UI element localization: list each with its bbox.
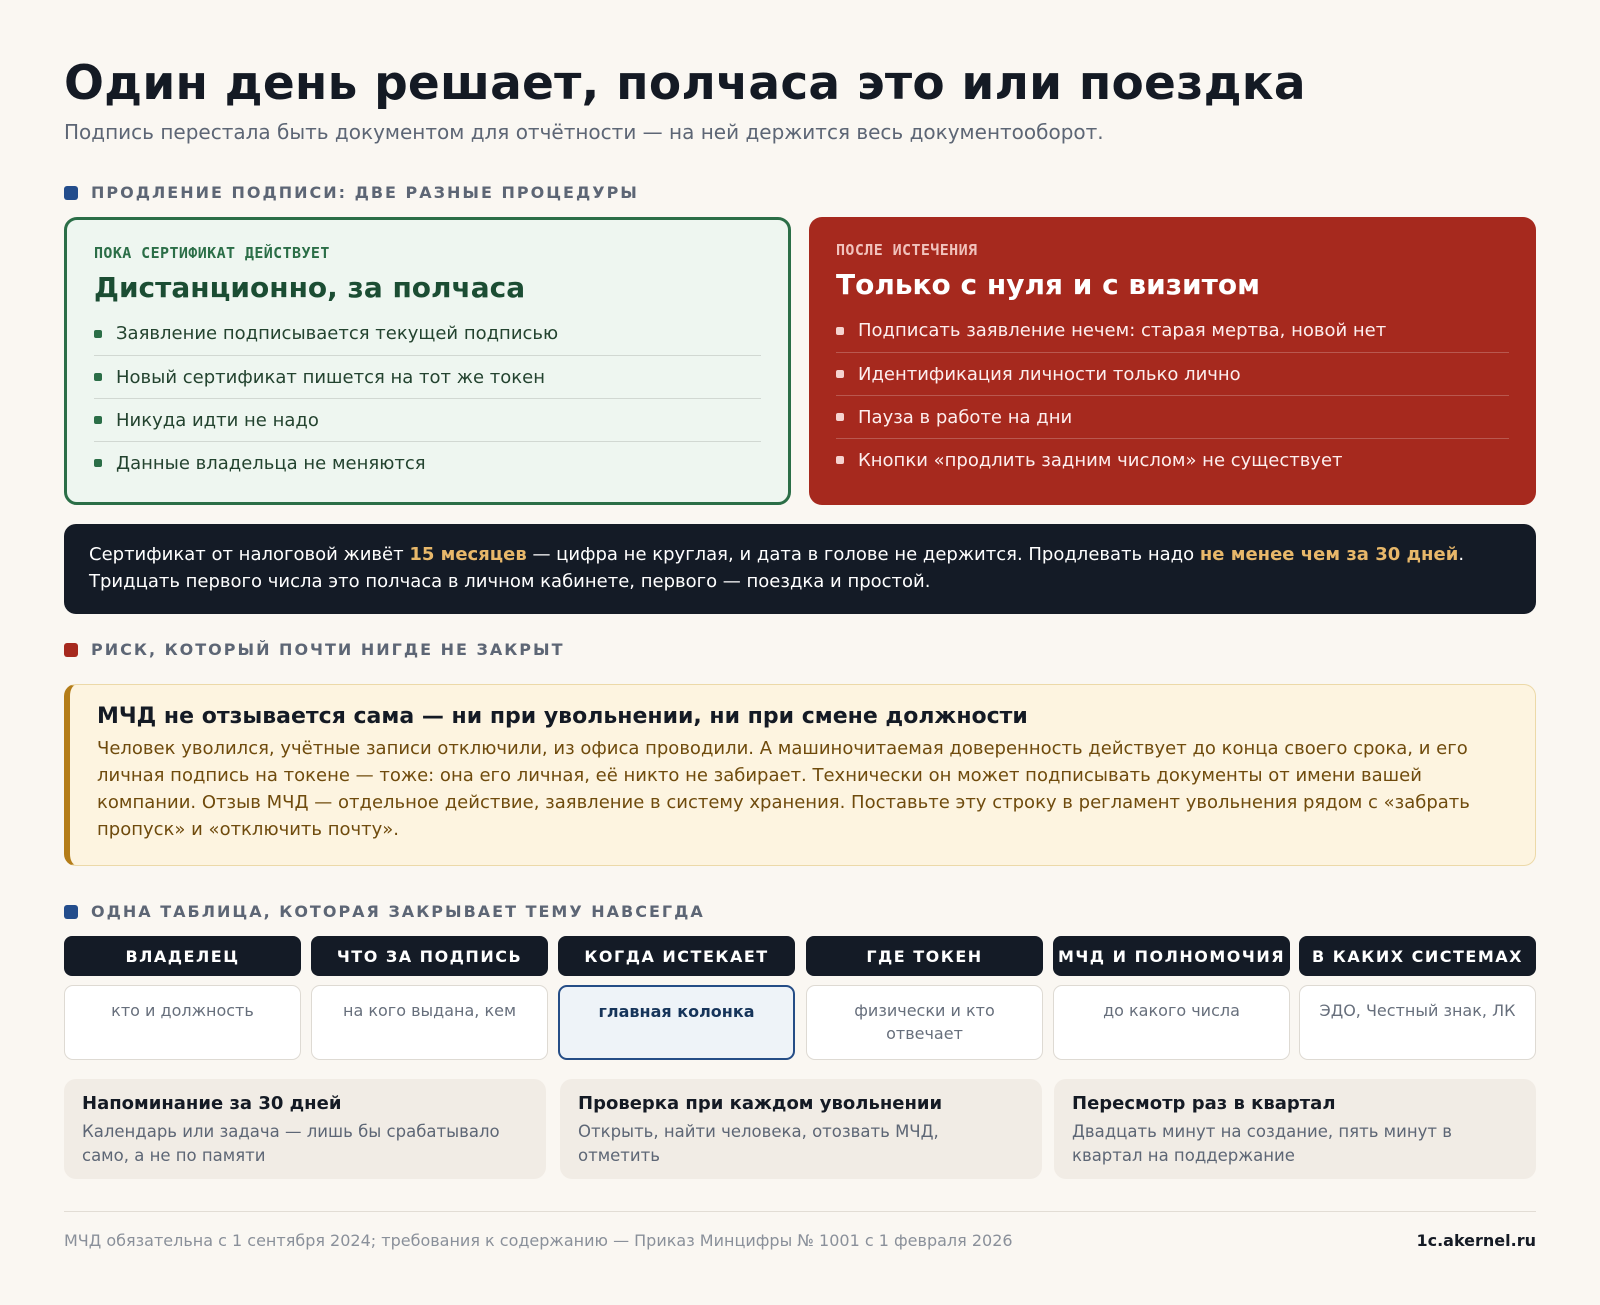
renewal-active-card: [64, 217, 791, 505]
section-heading-renewal: [64, 183, 639, 202]
card-title: Дистанционно, за полчаса: [94, 271, 526, 304]
card-list: [836, 309, 1509, 481]
list-item-text: Кнопки «продлить задним числом» не существует: [858, 449, 1343, 471]
bullet-icon: [836, 456, 844, 464]
card-kicker: ПОСЛЕ ИСТЕЧЕНИЯ: [836, 241, 978, 259]
bullet-icon: [836, 413, 844, 421]
card-list: [94, 312, 761, 484]
table-cell-mchd: до какого числа: [1053, 985, 1290, 1060]
section-heading-label: ПРОДЛЕНИЕ ПОДПИСИ: ДВЕ РАЗНЫЕ ПРОЦЕДУРЫ: [91, 183, 639, 202]
table-header-owner: ВЛАДЕЛЕЦ: [64, 936, 301, 976]
section-heading-table: [64, 902, 705, 921]
tip-card-quarterly-review: [1054, 1079, 1536, 1179]
table-header-token: ГДЕ ТОКЕН: [806, 936, 1043, 976]
tip-title: Проверка при каждом увольнении: [578, 1093, 943, 1114]
list-item: [836, 395, 1509, 438]
bullet-icon: [836, 370, 844, 378]
banner-text: . Тридцать первого числа это полчаса в личном кабинете, первого — поездка и простой.: [89, 544, 1465, 592]
list-item-text: Заявление подписывается текущей подписью: [116, 323, 559, 344]
banner-highlight-days: не менее чем за 30 дней: [1199, 544, 1459, 565]
table-header-systems: В КАКИХ СИСТЕМАХ: [1299, 936, 1536, 976]
list-item-text: Данные владельца не меняются: [116, 452, 426, 474]
table-header-signature: ЧТО ЗА ПОДПИСЬ: [311, 936, 548, 976]
list-item-text: Никуда идти не надо: [116, 409, 319, 431]
tip-card-dismissal-check: [560, 1079, 1042, 1179]
section-heading-label: ОДНА ТАБЛИЦА, КОТОРАЯ ЗАКРЫВАЕТ ТЕМУ НАВСЕГДА: [91, 902, 705, 921]
bullet-icon: [836, 327, 844, 335]
banner-text: — цифра не круглая, и дата в голове не держится. Продлевать надо: [526, 544, 1200, 565]
table-header-expiry: КОГДА ИСТЕКАЕТ: [558, 936, 795, 976]
list-item: [836, 309, 1509, 352]
page-title: Один день решает, полчаса это или поездка: [64, 56, 1306, 111]
tip-text: Календарь или задача — лишь бы срабатывало само, а не по памяти: [82, 1122, 500, 1165]
risk-note-text: Человек уволился, учётные записи отключили, из офиса проводили. А машиночитаемая доверенность действует до конца своего срока, и его личная подпись на токене — тоже: она его личная, её никто не забирает. Технически он может подписывать документы от имени вашей компании. Отзыв МЧД — отдельное действие, заявление в систему хранения. Поставьте эту строку в регламент увольнения рядом с «забрать пропуск» и «отключить почту».: [97, 738, 1470, 840]
list-item: [94, 355, 761, 398]
list-item-text: Подписать заявление нечем: старая мертва, новой нет: [858, 320, 1387, 341]
table-cell-systems: ЭДО, Честный знак, ЛК: [1299, 985, 1536, 1060]
list-item: [94, 441, 761, 484]
tip-title: Пересмотр раз в квартал: [1072, 1093, 1336, 1114]
list-item-text: Пауза в работе на дни: [858, 406, 1073, 428]
risk-note-title: МЧД не отзывается сама — ни при увольнении, ни при смене должности: [97, 704, 1028, 729]
section-heading-risk: [64, 640, 565, 659]
section-marker-icon: [64, 643, 78, 657]
page-subtitle: Подпись перестала быть документом для отчётности — на ней держится весь документооборот.: [64, 120, 1104, 144]
tip-text: Открыть, найти человека, отозвать МЧД, отметить: [578, 1122, 939, 1165]
bullet-icon: [94, 373, 102, 381]
bullet-icon: [94, 330, 102, 338]
list-item-text: Новый сертификат пишется на тот же токен: [116, 366, 545, 388]
footer-divider: [64, 1211, 1536, 1212]
bullet-icon: [94, 416, 102, 424]
renewal-expired-card: [809, 217, 1536, 505]
section-marker-icon: [64, 186, 78, 200]
list-item-text: Идентификация личности только лично: [858, 363, 1241, 385]
table-cell-signature: на кого выдана, кем: [311, 985, 548, 1060]
section-heading-label: РИСК, КОТОРЫЙ ПОЧТИ НИГДЕ НЕ ЗАКРЫТ: [91, 640, 565, 659]
table-cell-expiry: главная колонка: [558, 985, 795, 1060]
bullet-icon: [94, 459, 102, 467]
list-item: [836, 438, 1509, 481]
table-header-mchd: МЧД И ПОЛНОМОЧИЯ: [1053, 936, 1290, 976]
list-item: [94, 312, 761, 355]
list-item: [94, 398, 761, 441]
footer-note: МЧД обязательна с 1 сентября 2024; требования к содержанию — Приказ Минцифры № 1001 с 1 февраля 2026: [64, 1231, 1013, 1250]
footer-brand: 1c.akernel.ru: [1416, 1231, 1536, 1250]
certificate-lifetime-banner: [64, 524, 1536, 614]
list-item: [836, 352, 1509, 395]
tip-card-reminder: [64, 1079, 546, 1179]
table-cell-owner: кто и должность: [64, 985, 301, 1060]
banner-text: Сертификат от налоговой живёт: [89, 544, 410, 565]
card-kicker: ПОКА СЕРТИФИКАТ ДЕЙСТВУЕТ: [94, 244, 330, 262]
tip-text: Двадцать минут на создание, пять минут в квартал на поддержание: [1072, 1122, 1452, 1165]
risk-note: [64, 684, 1536, 866]
section-marker-icon: [64, 905, 78, 919]
banner-highlight-months: 15 месяцев: [409, 544, 527, 565]
tip-title: Напоминание за 30 дней: [82, 1093, 342, 1114]
table-cell-token: физически и кто отвечает: [806, 985, 1043, 1060]
card-title: Только с нуля и с визитом: [836, 268, 1261, 301]
